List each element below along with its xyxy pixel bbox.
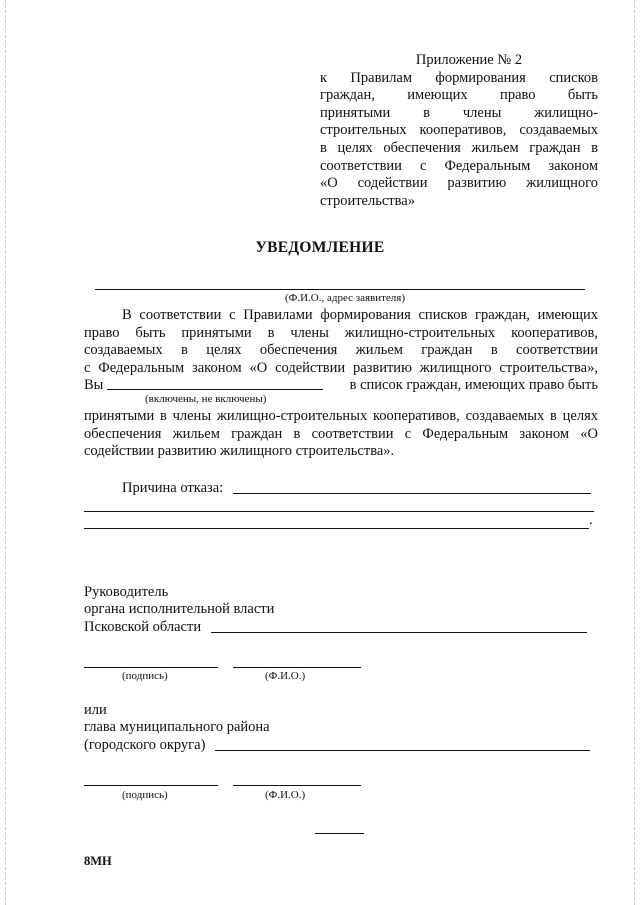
refusal-fill-line-3[interactable]	[84, 528, 589, 529]
refusal-fill-line-2[interactable]	[84, 511, 594, 512]
appendix-line: строительных кооперативов, создаваемых	[320, 122, 598, 139]
included-caption: (включены, не включены)	[145, 393, 267, 405]
refusal-end-mark: .	[589, 512, 593, 528]
appendix-block	[320, 52, 598, 210]
head-fio-caption: (Ф.И.О.)	[265, 670, 306, 682]
included-fill-line[interactable]	[107, 389, 323, 390]
head-title-line: Руководитель	[84, 584, 169, 600]
municipal-name-fill-line[interactable]	[215, 750, 590, 751]
appendix-line: принятыми в члены жилищно-	[320, 104, 598, 121]
appendix-line: в целях обеспечения жильем граждан в	[320, 139, 598, 156]
applicant-caption: (Ф.И.О., адрес заявителя)	[284, 292, 406, 304]
municipal-title-line: (городского округа)	[84, 737, 206, 753]
head-signature-line[interactable]	[84, 667, 218, 668]
appendix-text	[320, 70, 598, 211]
footer-code: 8МН	[84, 854, 112, 868]
appendix-line: строительства»	[320, 192, 415, 209]
municipal-fio-caption: (Ф.И.О.)	[265, 789, 306, 801]
appendix-line: «О содействии развитию жилищного	[320, 175, 598, 192]
appendix-number: Приложение № 2	[415, 52, 523, 68]
main-paragraph	[84, 307, 598, 377]
head-signature-caption: (подпись)	[122, 670, 168, 682]
continuation-paragraph: принятыми в члены жилищно-строительных кооперативов, создаваемых в целях обеспечения жильем граждан в соответствии с Федеральным законом «О содействии развитию жилищного строительства».	[84, 408, 598, 460]
document-title: УВЕДОМЛЕНИЕ	[255, 239, 385, 256]
you-word: Вы	[84, 377, 104, 393]
right-margin-guide	[634, 0, 635, 905]
refusal-label: Причина отказа:	[122, 480, 224, 496]
closing-divider	[315, 833, 364, 834]
municipal-title-line: глава муниципального района	[84, 719, 270, 735]
main-line: В соответствии с Правилами формирования списков граждан, имеющих	[122, 307, 598, 323]
appendix-line: к Правилам формирования списков	[320, 69, 598, 86]
left-margin-guide	[5, 0, 6, 905]
or-word: или	[84, 702, 107, 718]
municipal-signature-caption: (подпись)	[122, 789, 168, 801]
list-tail-text: в список граждан, имеющих право быть	[349, 377, 598, 393]
refusal-fill-line-1[interactable]	[233, 493, 591, 494]
head-title-line: органа исполнительной власти	[84, 601, 275, 617]
main-line: создаваемых в целях обеспечения жильем граждан в соответствии	[84, 342, 598, 359]
applicant-fill-line[interactable]	[95, 289, 585, 290]
appendix-line: граждан, имеющих право быть	[320, 87, 598, 104]
main-line: право быть принятыми в члены жилищно-строительных кооперативов,	[84, 324, 598, 341]
appendix-line: соответствии с Федеральным законом	[320, 157, 598, 174]
head-title-line: Псковской области	[84, 619, 202, 635]
head-name-fill-line[interactable]	[211, 632, 587, 633]
municipal-fio-line[interactable]	[233, 785, 361, 786]
head-fio-line[interactable]	[233, 667, 361, 668]
main-line: с Федеральным законом «О содействии развитию жилищного строительства»,	[84, 359, 598, 376]
municipal-signature-line[interactable]	[84, 785, 218, 786]
